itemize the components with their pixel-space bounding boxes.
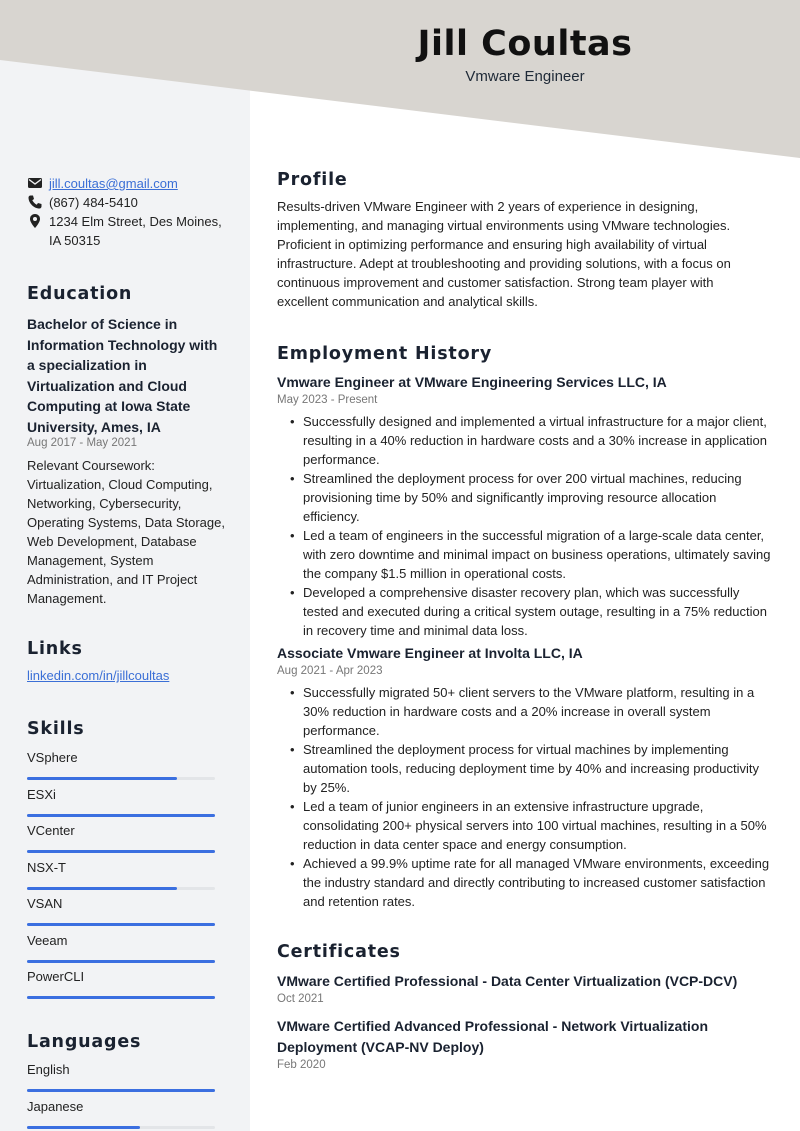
skill-item <box>27 1061 215 1078</box>
skill-level-fill <box>27 923 215 926</box>
skill-level-fill <box>27 850 215 853</box>
skill-level-track <box>27 777 215 780</box>
job-bullets <box>303 412 773 640</box>
skill-level-track <box>27 814 215 817</box>
certificate-title: VMware Certified Professional - Data Center Virtualization (VCP-DCV) <box>277 973 738 989</box>
skill-level-fill <box>27 887 177 890</box>
job-bullet: • Developed a comprehensive disaster recovery plan, which was successfully tested and executed during a critical system outage, resulting in a 75% reduction in recovery time and minimal data loss. <box>303 583 773 640</box>
contact-phone-row <box>27 193 138 212</box>
job-dates: May 2023 - Present <box>277 394 378 406</box>
skill-item <box>27 859 215 876</box>
skill-item <box>27 932 215 949</box>
skill-level-track <box>27 1126 215 1129</box>
education-dates: Aug 2017 - May 2021 <box>27 437 137 449</box>
skill-label: English <box>27 1062 70 1077</box>
envelope-icon <box>27 175 43 191</box>
phone-icon <box>27 194 43 210</box>
job-title: Associate Vmware Engineer at Involta LLC, IA <box>277 645 583 661</box>
skill-label: Veeam <box>27 932 68 948</box>
skill-level-track <box>27 850 215 853</box>
phone-number: (867) 484-5410 <box>49 195 138 210</box>
map-pin-icon <box>27 213 43 229</box>
skills-heading: Skills <box>27 719 85 739</box>
skill-level-fill <box>27 996 215 999</box>
job-bullets <box>303 683 773 911</box>
skill-item <box>27 786 215 803</box>
job-title: Vmware Engineer at VMware Engineering Services LLC, IA <box>277 374 667 390</box>
certificate-date: Feb 2020 <box>277 1059 326 1071</box>
skill-label: ESXi <box>27 786 56 802</box>
linkedin-link[interactable]: linkedin.com/in/jillcoultas <box>27 668 170 683</box>
education-degree: Bachelor of Science in Information Technology with a specialization in Virtualization and Cloud Computing at Iowa State University, Ames, IA <box>27 316 218 435</box>
skill-level-track <box>27 1089 215 1092</box>
profile-heading: Profile <box>277 170 348 190</box>
job-bullet: • Led a team of junior engineers in an extensive infrastructure upgrade, consolidating 200+ physical servers into 100 virtual machines, resulting in a 50% reduction in data center space and energy consumption. <box>303 797 773 854</box>
contact-email-row <box>27 174 178 193</box>
resume-job-title: Vmware Engineer <box>465 68 585 85</box>
skill-item <box>27 895 215 912</box>
skill-item <box>27 822 215 839</box>
certificate-date: Oct 2021 <box>277 993 324 1005</box>
job-bullet: • Achieved a 99.9% uptime rate for all managed VMware environments, exceeding the industry standard and directly contributing to increased customer satisfaction and retention rates. <box>303 854 773 911</box>
contact-address-row <box>27 212 222 250</box>
skill-label: VSAN <box>27 896 63 911</box>
certificates-heading: Certificates <box>277 942 401 962</box>
resume-name: Jill Coultas <box>417 24 633 64</box>
email-link[interactable]: jill.coultas@gmail.com <box>49 176 178 191</box>
job-bullet: • Streamlined the deployment process for over 200 virtual machines, reducing provisioning time by 50% and significantly improving resource allocation efficiency. <box>303 469 773 526</box>
job-bullet: • Led a team of engineers in the successful migration of a large-scale data center, with zero downtime and minimal impact on business operations, ultimately saving the company $1.5 million in operational costs. <box>303 526 773 583</box>
skill-label: Japanese <box>27 1098 84 1114</box>
skill-label: VSphere <box>27 750 78 765</box>
languages-heading: Languages <box>27 1032 142 1052</box>
certificate-title: VMware Certified Advanced Professional - Network Virtualization Deployment (VCAP-NV Deploy) <box>277 1018 708 1055</box>
education-coursework: Relevant Coursework: Virtualization, Cloud Computing, Networking, Cybersecurity, Operating Systems, Data Storage, Web Development, Database Management, System Administration, and IT Project Management. <box>27 458 225 606</box>
skill-item <box>27 749 215 766</box>
skill-item <box>27 968 215 985</box>
skill-label: NSX-T <box>27 859 66 875</box>
profile-text: Results-driven VMware Engineer with 2 years of experience in designing, implementing, and managing virtual environments using VMware technologies. Proficient in optimizing performance and ensuring high availability of virtual infrastructure. Adept at troubleshooting and providing solutions, with a focus on continuous improvement and customer satisfaction. Strong team player with excellent communication and analytical skills. <box>277 199 731 309</box>
skill-level-track <box>27 887 215 890</box>
skill-level-track <box>27 923 215 926</box>
skill-item <box>27 1098 215 1115</box>
skill-level-track <box>27 960 215 963</box>
job-bullet: • Successfully migrated 50+ client servers to the VMware platform, resulting in a 30% reduction in hardware costs and a 20% increase in overall system performance. <box>303 683 773 740</box>
address-line-1: 1234 Elm Street, Des Moines, <box>49 214 222 229</box>
skill-level-track <box>27 996 215 999</box>
links-heading: Links <box>27 639 83 659</box>
skill-level-fill <box>27 960 215 963</box>
job-bullet: • Streamlined the deployment process for virtual machines by implementing automation tools, reducing deployment time by 40% and increasing productivity by 25%. <box>303 740 773 797</box>
employment-heading: Employment History <box>277 344 493 364</box>
skill-level-fill <box>27 777 177 780</box>
skill-label: PowerCLI <box>27 969 85 984</box>
skill-level-fill <box>27 1126 140 1129</box>
education-heading: Education <box>27 284 133 304</box>
skill-label: VCenter <box>27 823 75 838</box>
skill-level-fill <box>27 1089 215 1092</box>
job-dates: Aug 2021 - Apr 2023 <box>277 665 383 677</box>
job-bullet: • Successfully designed and implemented a virtual infrastructure for a major client, resulting in a 40% reduction in hardware costs and a 30% increase in application performance. <box>303 412 773 469</box>
address-line-2: IA 50315 <box>49 233 101 248</box>
skill-level-fill <box>27 814 215 817</box>
